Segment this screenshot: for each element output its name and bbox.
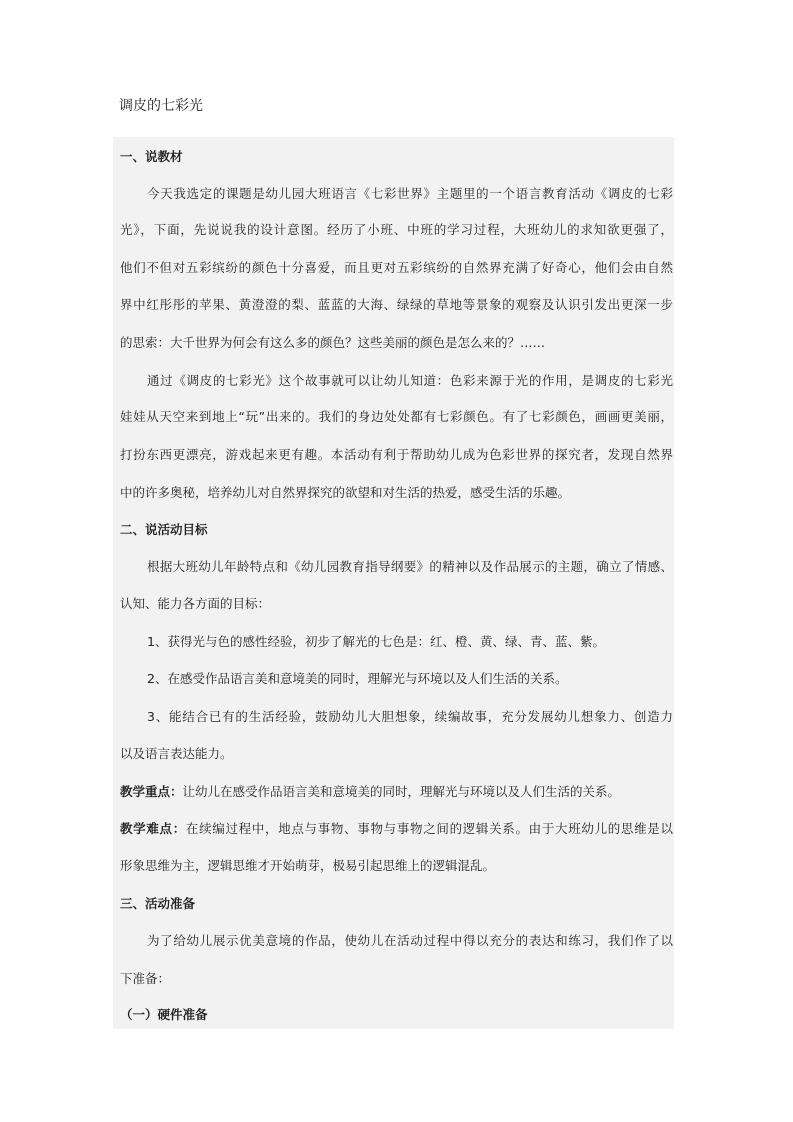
paragraph-line: 中的许多奥秘，培养幼儿对自然界探究的欲望和对生活的热爱，感受生活的乐趣。 <box>120 485 571 500</box>
paragraph-line: 今天我选定的课题是幼儿园大班语言《七彩世界》主题里的一个语言教育活动《调皮的七彩 <box>147 186 673 201</box>
section-heading-1: 一、说教材 <box>120 149 183 164</box>
paragraph-line: 下准备： <box>120 971 171 986</box>
paragraph-line: 界中红彤彤的苹果、黄澄澄的梨、蓝蓝的大海、绿绿的草地等景象的观察及认识引发出更深一步 <box>120 297 673 312</box>
paragraph-line: 为了给幼儿展示优美意境的作品，使幼儿在活动过程中得以充分的表达和练习，我们作了以 <box>147 933 673 948</box>
goal-item-2: 2、在感受作品语言美和意境美的同时，理解光与环境以及人们生活的关系。 <box>147 671 568 686</box>
difficulty-point <box>120 820 673 838</box>
document-title: 调皮的七彩光 <box>119 98 203 114</box>
subsection-heading-1: （一）硬件准备 <box>120 1007 208 1022</box>
paragraph-line: 形象思维为主，逻辑思维才开始萌芽，极易引起思维上的逻辑混乱。 <box>120 858 496 873</box>
paragraph-line: 光》，下面，先说说我的设计意图。经历了小班、中班的学习过程，大班幼儿的求知欲更强了， <box>120 222 673 237</box>
goal-item-3: 3、能结合已有的生活经验，鼓励幼儿大胆想象，续编故事，充分发展幼儿想象力、创造力 <box>147 709 673 724</box>
paragraph-line: 通过《调皮的七彩光》这个故事就可以让幼儿知道：色彩来源于光的作用，是调皮的七彩光 <box>147 373 673 388</box>
key-point-label: 教学重点： <box>120 784 183 799</box>
key-point <box>120 783 680 801</box>
paragraph-line: 以及语言表达能力。 <box>120 746 233 761</box>
paragraph-line: 的思索：大千世界为何会有这么多的颜色？这些美丽的颜色是怎么来的？…… <box>120 335 546 350</box>
paragraph-line: 根据大班幼儿年龄特点和《幼儿园教育指导纲要》的精神以及作品展示的主题，确立了情感、 <box>147 559 673 574</box>
section-heading-3: 三、活动准备 <box>120 896 196 911</box>
paragraph-line: 打扮东西更漂亮，游戏起来更有趣。本活动有利于帮助幼儿成为色彩世界的探究者，发现自然界 <box>120 447 673 462</box>
paragraph-line: 认知、能力各方面的目标： <box>120 596 271 611</box>
goal-item-1: 1、获得光与色的感性经验，初步了解光的七色是：红、橙、黄、绿、青、蓝、紫。 <box>147 634 605 649</box>
difficulty-label: 教学难点： <box>120 821 186 836</box>
key-point-text: 让幼儿在感受作品语言美和意境美的同时，理解光与环境以及人们生活的关系。 <box>182 784 621 799</box>
difficulty-text: 在续编过程中，地点与事物、事物与事物之间的逻辑关系。由于大班幼儿的思维是以 <box>185 821 673 836</box>
paragraph-line: 娃娃从天空来到地上“玩”出来的。我们的身边处处都有七彩颜色。有了七彩颜色，画画更美丽， <box>120 409 673 424</box>
section-heading-2: 二、说活动目标 <box>120 522 208 537</box>
paragraph-line: 他们不但对五彩缤纷的颜色十分喜爱，而且更对五彩缤纷的自然界充满了好奇心，他们会由自然 <box>120 260 673 275</box>
